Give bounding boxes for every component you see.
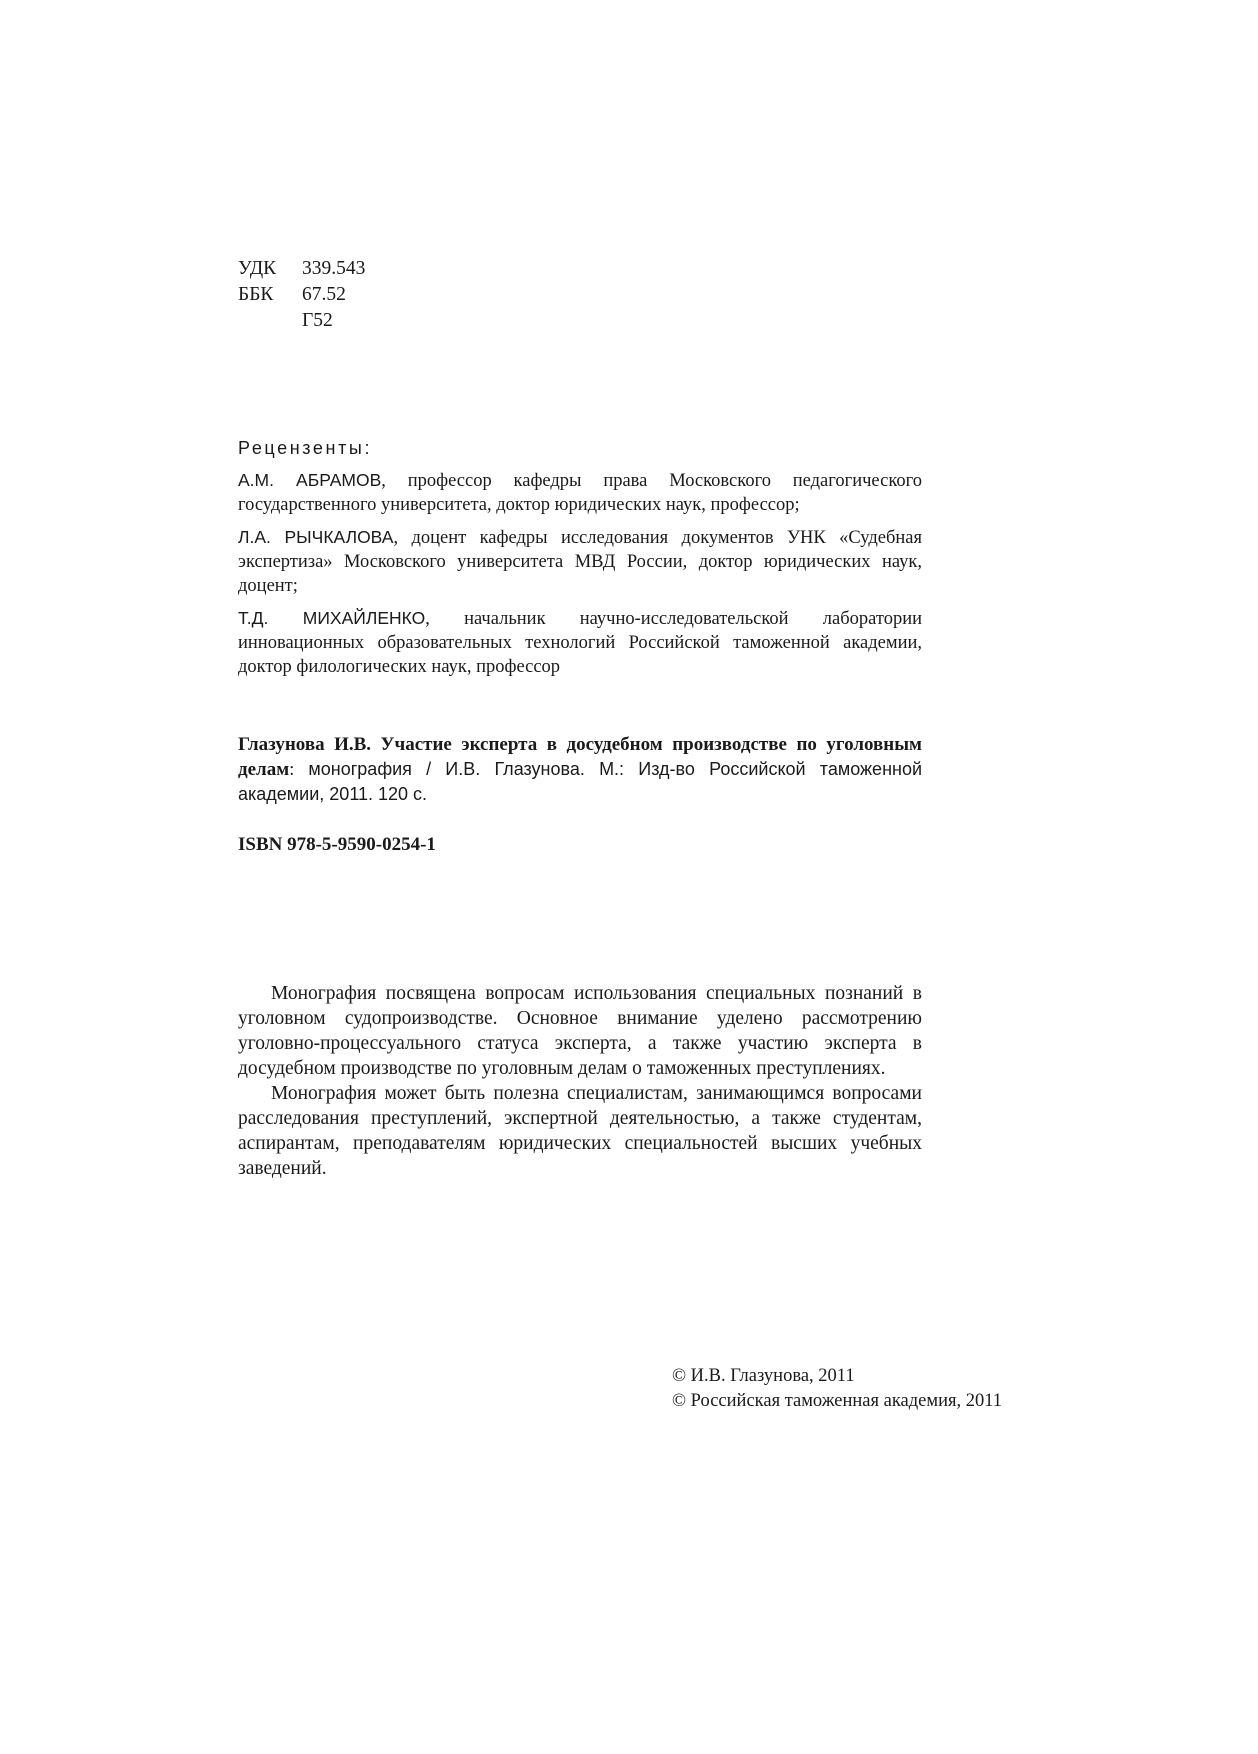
reviewer-description: , профессор кафедры права Московского педагогического государственного университета, доктор юридических наук, профессор; [238,471,922,515]
author-mark-row [238,308,922,334]
abstract-paragraph: Монография может быть полезна специалистам, занимающимся вопросами расследования преступлений, экспертной деятельностью, а также студентам, аспирантам, преподавателям юридических специальностей высших учебных заведений. [238,1083,922,1179]
reviewer-name: Т.Д. МИХАЙЛЕНКО [238,608,426,628]
classification-codes [238,256,922,334]
reviewer-description: , доцент кафедры исследования документов УНК «Судебная экспертиза» Московского университета МВД России, доктор юридических наук, доцент; [238,528,922,596]
udc-value: 339.543 [302,258,366,279]
abstract [238,981,922,1181]
reviewer-entry [238,468,922,517]
copyright-line: © И.В. Глазунова, 2011 [672,1366,855,1386]
reviewers-heading: Рецензенты: [238,438,373,458]
bbk-value: 67.52 [302,284,346,305]
reviewer-name: А.М. АБРАМОВ [238,470,382,490]
biblio-separator: : [289,759,309,780]
reviewer-name: Л.А. РЫЧКАЛОВА [238,527,394,547]
copyright-line: © Российская таможенная академия, 2011 [672,1391,1003,1411]
isbn: ISBN 978-5-9590-0254-1 [238,834,436,855]
publication-details: монография / И.В. Глазунова. М.: Изд-во Российской таможенной академии, 2011. 120 с. [238,759,923,804]
abstract-paragraph: Монография посвящена вопросам использования специальных познаний в уголовном судопроизводстве. Основное внимание уделено рассмотрению уголовно-процессуального статуса эксперта, а также участию эксперта в досудебном производстве по уголовным делам о таможенных преступлениях. [238,983,922,1079]
author-mark-value: Г52 [302,310,333,331]
reviewer-description: , начальник научно-исследовательской лаборатории инновационных образовательных технологий Российской таможенной академии, доктор филологических наук, профессор [238,609,923,677]
bbk-label: ББК [238,284,274,305]
reviewer-entry [238,606,922,679]
author-mark-label [238,308,302,334]
reviewers-section [238,436,922,687]
reviewer-entry [238,525,922,598]
udc-label: УДК [238,258,277,279]
author-and-title: Глазунова И.В. Участие эксперта в досудебном производстве по уголовным делам [238,734,922,780]
udc-code-row [238,256,922,282]
bibliographic-record [238,732,922,807]
bbk-code-row [238,282,922,308]
copyright-notice [672,1364,1072,1414]
